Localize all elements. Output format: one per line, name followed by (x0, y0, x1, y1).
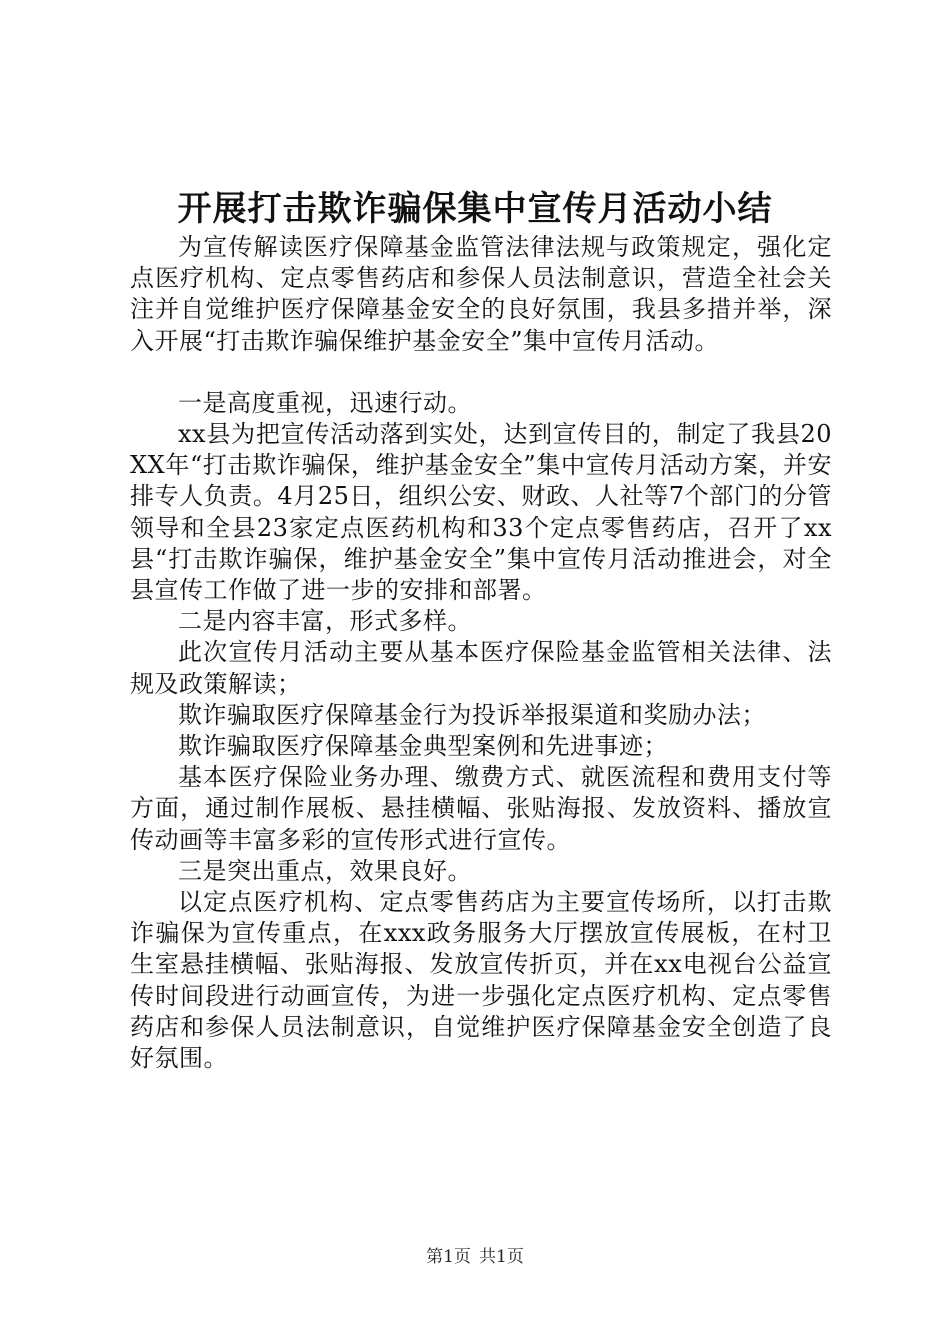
section-heading-3: 三是突出重点，效果良好。 (178, 856, 472, 885)
document-title: 开展打击欺诈骗保集中宣传月活动小结 (177, 189, 773, 229)
body-paragraph: 此次宣传月活动主要从基本医疗保险基金监管相关法律、法规及政策解读； (130, 638, 832, 698)
page-footer (0, 1246, 950, 1268)
body-paragraph: 以定点医疗机构、定点零售药店为主要宣传场所，以打击欺诈骗保为宣传重点，在xxx政务服务大厅摆放宣传展板，在村卫生室悬挂横幅、张贴海报、发放宣传折页，并在xx电视台公益宣传时间段进行动画宣传，为进一步强化定点医疗机构、定点零售药店和参保人员法制意识，自觉维护医疗保障基金安全创造了良好氛围。 (130, 888, 832, 1073)
page-number: 第1页 (426, 1247, 471, 1267)
document-body (130, 232, 832, 1074)
section-heading-2: 二是内容丰富，形式多样。 (178, 607, 472, 636)
intro-paragraph: 为宣传解读医疗保障基金监管法律法规与政策规定，强化定点医疗机构、定点零售药店和参保人员法制意识，营造全社会关注并自觉维护医疗保障基金安全的良好氛围，我县多措并举，深入开展“打击欺诈骗保维护基金安全”集中宣传月活动。 (130, 233, 832, 355)
page-total: 共1页 (479, 1247, 524, 1267)
body-paragraph: 基本医疗保险业务办理、缴费方式、就医流程和费用支付等方面，通过制作展板、悬挂横幅、张贴海报、发放资料、播放宣传动画等丰富多彩的宣传形式进行宣传。 (130, 763, 832, 854)
section-heading-1: 一是高度重视，迅速行动。 (178, 388, 472, 417)
body-paragraph: 欺诈骗取医疗保障基金典型案例和先进事迹； (178, 732, 668, 761)
body-paragraph: 欺诈骗取医疗保障基金行为投诉举报渠道和奖励办法； (178, 700, 766, 729)
body-paragraph: xx县为把宣传活动落到实处，达到宣传目的，制定了我县20XX年“打击欺诈骗保，维护基金安全”集中宣传月活动方案，并安排专人负责。4月25日，组织公安、财政、人社等7个部门的分管领导和全县23家定点医药机构和33个定点零售药店，召开了xx县“打击欺诈骗保，维护基金安全”集中宣传月活动推进会，对全县宣传工作做了进一步的安排和部署。 (130, 420, 832, 605)
